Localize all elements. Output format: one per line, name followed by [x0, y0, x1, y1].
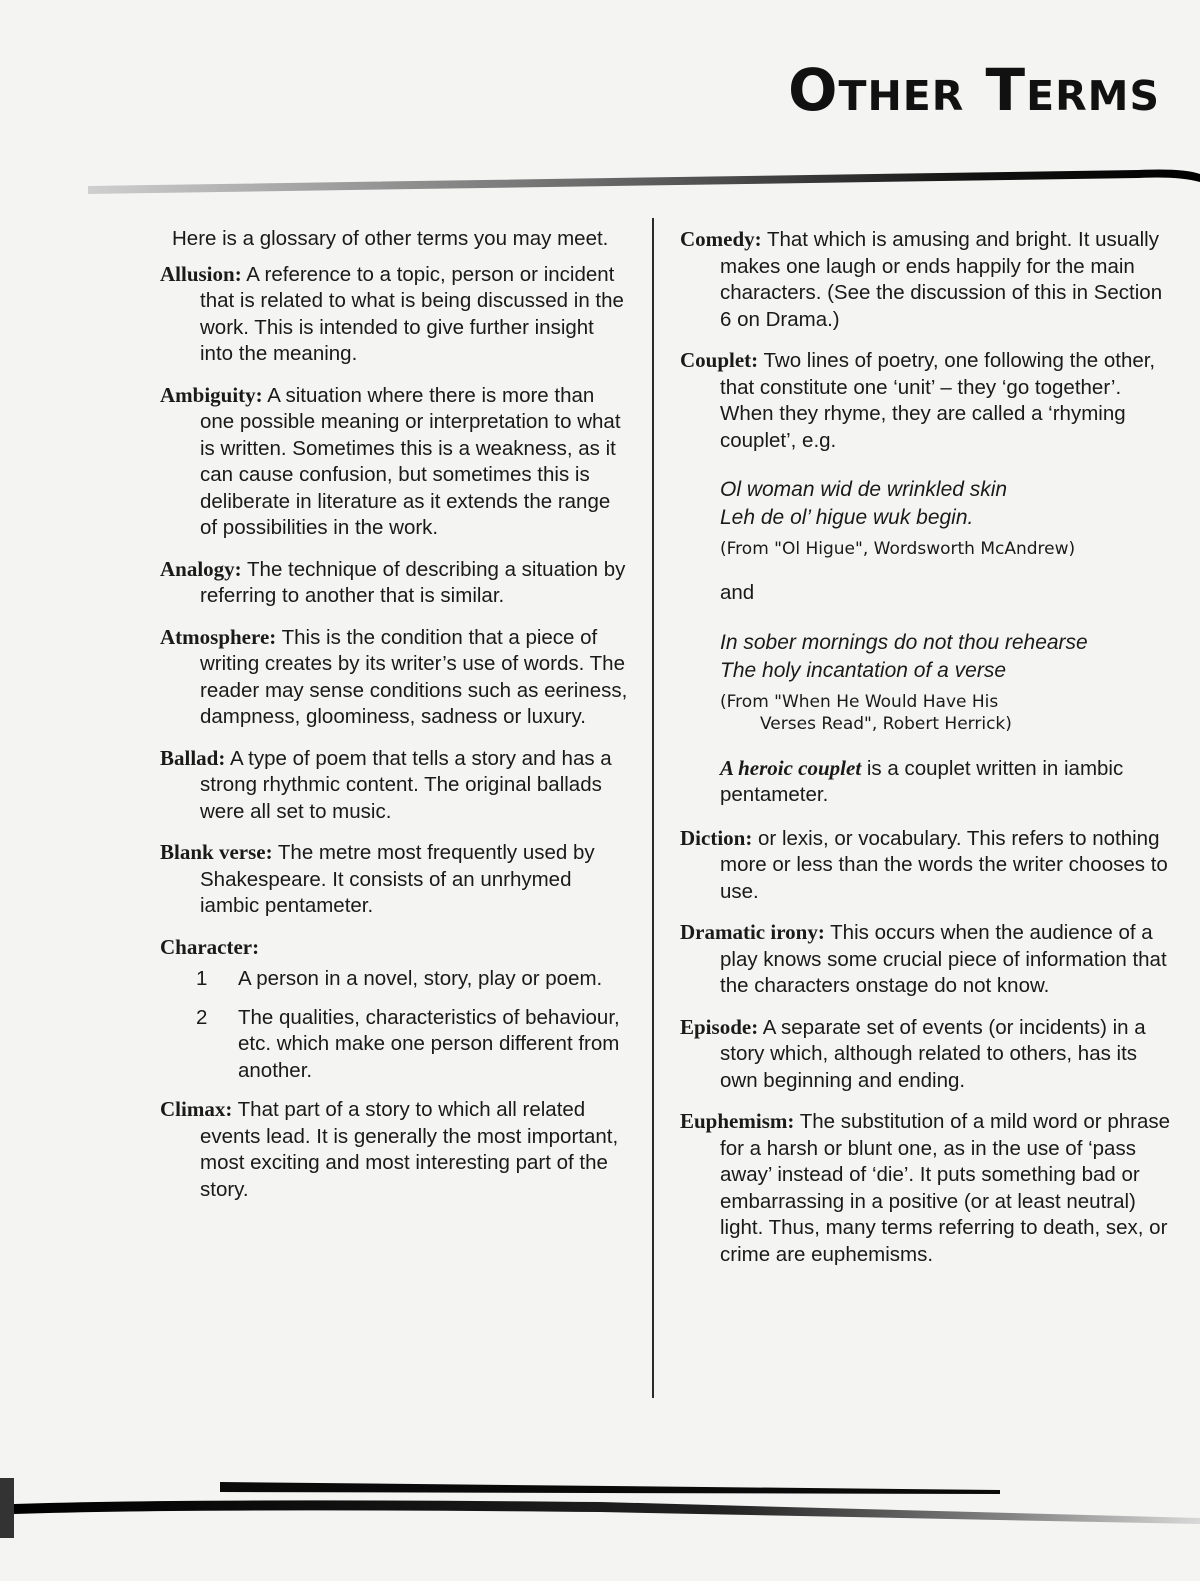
entry-definition: This occurs when the audience of a play knows some crucial piece of information that the characters onstage do not know.	[720, 921, 1167, 997]
entry-definition: The metre most frequently used by Shakespeare. It consists of an unrhymed iambic pentameter.	[200, 841, 595, 917]
poem-quote-herrick	[720, 629, 1170, 685]
glossary-entry-analogy	[160, 556, 630, 610]
list-number: 1	[196, 967, 208, 990]
glossary-entry-dramatic-irony	[680, 919, 1170, 1000]
entry-definition: A reference to a topic, person or incident that is related to what is being discussed in the work. This is intended to give further insight into the meaning.	[200, 262, 624, 365]
entry-term: Atmosphere:	[160, 624, 277, 649]
heroic-term: A heroic couplet	[720, 755, 862, 780]
entry-term: Analogy:	[160, 556, 242, 581]
quote-line: In sober mornings do not thou rehearse	[720, 630, 1088, 654]
glossary-entry-comedy	[680, 226, 1170, 333]
entry-definition: The technique of describing a situation by referring to another that is similar.	[200, 557, 626, 607]
glossary-entry-ambiguity	[160, 382, 630, 542]
glossary-entry-diction	[680, 825, 1170, 906]
glossary-entry-allusion	[160, 261, 630, 368]
entry-term: Couplet:	[680, 348, 759, 372]
glossary-entry-couplet	[680, 347, 1170, 454]
quote-source	[720, 691, 1170, 735]
glossary-entry-atmosphere	[160, 624, 630, 731]
list-item	[160, 966, 630, 993]
quote-source: (From "Ol Higue", Wordsworth McAndrew)	[720, 539, 1076, 559]
source-line: Verses Read", Robert Herrick)	[760, 713, 1012, 734]
entry-definition: The substitution of a mild word or phrase for a harsh or blunt one, as in the use of ‘pass away’ instead of ‘die’. It puts something bad or embarrassing in a positive (or at least neutral) light. Thus, many terms referring to death, sex, or crime are euphemisms.	[720, 1110, 1171, 1266]
intro-text: Here is a glossary of other terms you may meet.	[172, 227, 609, 250]
list-text: The qualities, characteristics of behaviour, etc. which make one person different from another.	[238, 1005, 620, 1082]
entry-definition: A separate set of events (or incidents) in a story which, although related to others, has its own beginning and ending.	[720, 1015, 1146, 1092]
entry-definition: or lexis, or vocabulary. This refers to nothing more or less than the words the writer chooses to use.	[720, 826, 1168, 903]
entry-definition: That which is amusing and bright. It usually makes one laugh or ends happily for the main characters. (See the discussion of this in Section 6 on Drama.)	[720, 228, 1163, 331]
entry-definition: Two lines of poetry, one following the other, that constitute one ‘unit’ – they ‘go together’. When they rhyme, they are called a ‘rhyming couplet’, e.g.	[720, 349, 1156, 452]
entry-definition: That part of a story to which all related events lead. It is generally the most important, most exciting and most interesting part of the story.	[200, 1098, 619, 1201]
quote-line: The holy incantation of a verse	[720, 658, 1007, 682]
quote-line: Ol woman wid de wrinkled skin	[720, 478, 1008, 501]
entry-definition: A situation where there is more than one possible meaning or interpretation to what is written. Sometimes this is a weakness, as it can cause confusion, but sometimes this is deliberate in literature as it extends the range of possibilities in the work.	[200, 383, 621, 539]
entry-term: Blank verse:	[160, 840, 273, 864]
entry-term: Euphemism:	[680, 1109, 795, 1133]
entry-definition: A type of poem that tells a story and has a strong rhythmic content. The original ballads were all set to music.	[200, 746, 612, 823]
glossary-entry-episode	[680, 1014, 1170, 1095]
entry-term: Comedy:	[680, 227, 762, 251]
entry-term: Ballad:	[160, 745, 226, 770]
left-column	[160, 226, 630, 1217]
entry-term: Climax:	[160, 1097, 233, 1121]
entry-term: Episode:	[680, 1014, 759, 1039]
list-number: 2	[196, 1005, 208, 1029]
poem-quote-ol-higue	[720, 476, 1170, 532]
character-sublist	[160, 966, 630, 1084]
glossary-entry-euphemism	[680, 1108, 1170, 1268]
entry-term: Dramatic irony:	[680, 920, 825, 944]
list-item	[160, 1005, 630, 1085]
connector-text: and	[720, 581, 755, 604]
glossary-entry-climax	[160, 1096, 630, 1203]
glossary-entry-blank-verse	[160, 839, 630, 920]
entry-definition: This is the condition that a piece of writing creates by its writer’s use of words. The reader may sense conditions such as eeriness, dampness, gloominess, sadness or luxury.	[200, 625, 628, 728]
entry-term: Ambiguity:	[160, 382, 263, 407]
source-line: (From "When He Would Have His	[720, 691, 999, 712]
glossary-entry-ballad	[160, 745, 630, 826]
right-column	[680, 226, 1170, 1282]
quote-line: Leh de ol’ higue wuk begin.	[720, 506, 974, 529]
list-text: A person in a novel, story, play or poem.	[238, 967, 603, 990]
header-rule	[88, 166, 1200, 196]
page-title: Other Terms	[788, 56, 1160, 124]
entry-term: Diction:	[680, 825, 753, 850]
column-divider	[652, 218, 654, 1398]
glossary-entry-character: Character:	[160, 934, 260, 959]
heroic-couplet-note	[720, 755, 1170, 809]
heroic-definition: is a couplet written in iambic pentameter.	[720, 756, 1124, 806]
footer-rule	[0, 1478, 1200, 1538]
entry-term: Allusion:	[160, 261, 242, 286]
